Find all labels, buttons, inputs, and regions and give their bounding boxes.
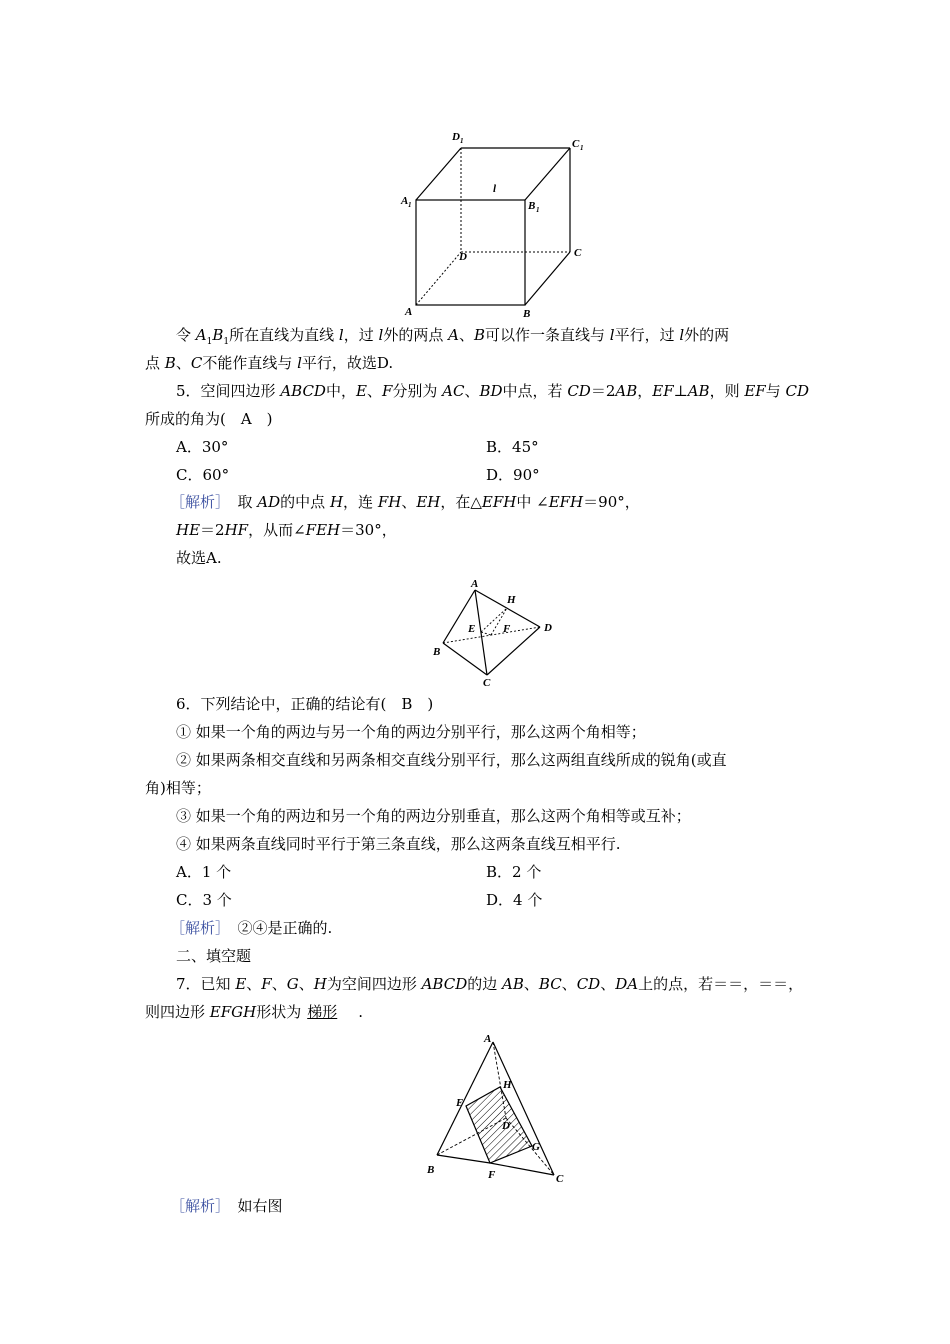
q6-statement-4: ④ 如果两条直线同时平行于第三条直线，那么这两条直线互相平行. xyxy=(176,835,621,853)
q5-option-c: C．60° xyxy=(176,466,230,484)
label-B: B xyxy=(523,308,531,320)
solution-tag: ［解析］ xyxy=(170,493,223,511)
q5-stem-line2: 所成的角为( A ) xyxy=(145,410,273,428)
q6-statement-2a: ② 如果两条相交直线和另两条相交直线分别平行，那么这两组直线所成的锐角(或直 xyxy=(176,751,727,769)
label-F: F xyxy=(503,623,511,635)
label-H: H xyxy=(503,1079,512,1091)
label-l: l xyxy=(493,183,497,195)
trapezoid-figure xyxy=(420,1030,580,1190)
solution-tag: ［解析］ xyxy=(170,919,223,937)
cube-figure xyxy=(395,128,595,320)
q4-explanation-line2: 点 B、C不能作直线与 l平行，故选D. xyxy=(145,354,394,372)
tetrahedron-figure xyxy=(425,575,565,690)
label-A1: A xyxy=(401,195,409,207)
q5-option-d: D．90° xyxy=(486,466,540,484)
label-B1-sub: 1 xyxy=(536,206,540,214)
label-C: C xyxy=(483,677,491,689)
q4-explanation-line1: 令 $A_1B_1$所在直线为直线 l，过 l外的两点 A、B可以作一条直线与 l平行，过 l外的两 xyxy=(176,326,730,347)
q6-solution: ［解析］ ②④是正确的. xyxy=(170,919,333,937)
q6-statement-3: ③ 如果一个角的两边和另一个角的两边分别垂直，那么这两个角相等或互补； xyxy=(176,807,691,825)
q6-stem: 6．下列结论中，正确的结论有( B ) xyxy=(176,695,434,713)
q5-solution-line1: ［解析］ 取 AD的中点 H，连 FH、EH，在△EFH中 ∠EFH＝90°， xyxy=(170,493,640,511)
label-C1-sub: 1 xyxy=(580,144,584,152)
q6-option-b: B．2 个 xyxy=(486,863,542,881)
label-D1-sub: 1 xyxy=(460,137,464,145)
label-C: C xyxy=(574,247,582,259)
label-C: C xyxy=(556,1173,564,1185)
label-A1-sub: 1 xyxy=(408,201,412,209)
q5-solution-line3: 故选A. xyxy=(176,549,222,567)
label-A: A xyxy=(405,306,413,318)
label-D: D xyxy=(459,251,467,263)
label-D1: D xyxy=(452,131,460,143)
solution-tag: ［解析］ xyxy=(170,1197,223,1215)
q7-answer-blank: 梯形 xyxy=(307,1003,338,1021)
q6-option-d: D．4 个 xyxy=(486,891,543,909)
label-D: D xyxy=(502,1120,510,1132)
q5-solution-line2: HE＝2HF，从而∠FEH＝30°， xyxy=(176,521,397,539)
q7-stem-line1: 7．已知 E、F、G、H为空间四边形 ABCD的边 AB、BC、CD、DA上的点，若＝＝，＝＝， xyxy=(176,975,804,993)
q7-stem-line2: 则四边形 EFGH形状为 梯形 . xyxy=(145,1003,364,1021)
q5-option-b: B．45° xyxy=(486,438,539,456)
label-F: F xyxy=(488,1169,496,1181)
q6-option-c: C．3 个 xyxy=(176,891,232,909)
q6-option-a: A．1 个 xyxy=(176,863,232,881)
q5-stem-line1: 5．空间四边形 ABCD中，E、F分别为 AC、BD中点，若 CD＝2AB，EF⊥AB，则 EF与 CD xyxy=(176,382,810,400)
section-heading: 二、填空题 xyxy=(176,947,252,965)
q6-statement-2b: 角)相等； xyxy=(145,779,211,797)
label-E: E xyxy=(468,623,476,635)
label-D: D xyxy=(544,622,552,634)
q6-statement-1: ① 如果一个角的两边与另一个角的两边分别平行，那么这两个角相等； xyxy=(176,723,646,741)
q5-option-a: A．30° xyxy=(176,438,229,456)
label-H: H xyxy=(507,594,516,606)
label-B: B xyxy=(433,646,441,658)
label-C1: C xyxy=(572,138,580,150)
label-A: A xyxy=(484,1033,492,1045)
label-B1: B xyxy=(528,200,536,212)
label-G: G xyxy=(532,1141,540,1153)
label-A: A xyxy=(471,578,479,590)
q7-solution: ［解析］ 如右图 xyxy=(170,1197,283,1215)
label-B: B xyxy=(427,1164,435,1176)
label-E: E xyxy=(456,1097,464,1109)
